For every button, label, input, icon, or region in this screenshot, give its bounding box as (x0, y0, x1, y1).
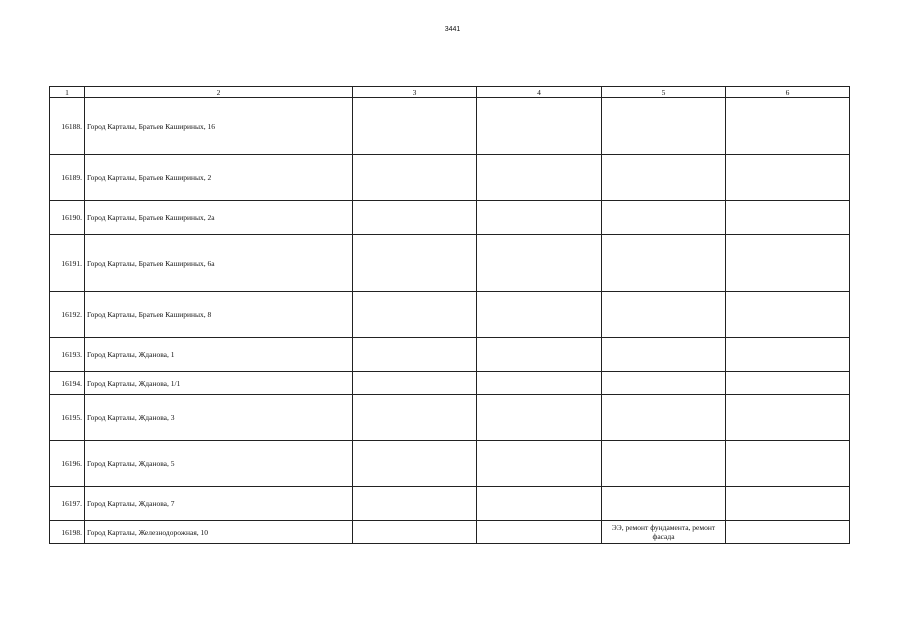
address-cell: Город Карталы, Жданова, 5 (85, 441, 353, 487)
row-number-cell: 16192. (50, 292, 85, 338)
column-6-cell (726, 155, 850, 201)
column-3-cell (353, 155, 477, 201)
column-5-cell (602, 487, 726, 521)
column-3-cell (353, 441, 477, 487)
table-row (50, 201, 850, 235)
column-4-cell (477, 441, 602, 487)
header-row (50, 87, 850, 98)
column-5-cell (602, 338, 726, 372)
column-3-cell (353, 395, 477, 441)
column-3-cell (353, 372, 477, 395)
column-5-cell (602, 372, 726, 395)
address-cell: Город Карталы, Железнодорожная, 10 (85, 521, 353, 544)
page-number: 3441 (444, 26, 461, 33)
column-header-6: 6 (726, 87, 850, 98)
column-6-cell (726, 201, 850, 235)
row-number-cell: 16191. (50, 235, 85, 292)
column-4-cell (477, 235, 602, 292)
address-cell: Город Карталы, Братьев Кашириных, 16 (85, 98, 353, 155)
address-cell: Город Карталы, Жданова, 3 (85, 395, 353, 441)
column-4-cell (477, 372, 602, 395)
table-row (50, 521, 850, 544)
column-3-cell (353, 521, 477, 544)
column-header-5: 5 (602, 87, 726, 98)
column-6-cell (726, 395, 850, 441)
column-4-cell (477, 338, 602, 372)
column-4-cell (477, 155, 602, 201)
address-cell: Город Карталы, Жданова, 1 (85, 338, 353, 372)
column-5-cell (602, 395, 726, 441)
column-3-cell (353, 487, 477, 521)
column-header-1: 1 (50, 87, 85, 98)
table-row (50, 98, 850, 155)
column-6-cell (726, 292, 850, 338)
row-number-cell: 16197. (50, 487, 85, 521)
column-5-cell: ЭЭ, ремонт фундамента, ремонт фасада (602, 521, 726, 544)
column-4-cell (477, 292, 602, 338)
register-table (49, 86, 850, 544)
column-6-cell (726, 372, 850, 395)
column-5-cell (602, 98, 726, 155)
column-6-cell (726, 487, 850, 521)
column-4-cell (477, 521, 602, 544)
column-3-cell (353, 235, 477, 292)
table-row (50, 292, 850, 338)
row-number-cell: 16193. (50, 338, 85, 372)
column-5-cell (602, 441, 726, 487)
column-3-cell (353, 292, 477, 338)
address-cell: Город Карталы, Братьев Кашириных, 8 (85, 292, 353, 338)
column-4-cell (477, 487, 602, 521)
address-cell: Город Карталы, Братьев Кашириных, 6а (85, 235, 353, 292)
row-number-cell: 16188. (50, 98, 85, 155)
column-header-3: 3 (353, 87, 477, 98)
column-4-cell (477, 98, 602, 155)
row-number-cell: 16189. (50, 155, 85, 201)
row-number-cell: 16198. (50, 521, 85, 544)
column-3-cell (353, 338, 477, 372)
address-cell: Город Карталы, Братьев Кашириных, 2а (85, 201, 353, 235)
table-row (50, 372, 850, 395)
column-5-cell (602, 155, 726, 201)
table-row (50, 235, 850, 292)
table-row (50, 155, 850, 201)
column-6-cell (726, 521, 850, 544)
column-3-cell (353, 98, 477, 155)
column-6-cell (726, 441, 850, 487)
column-4-cell (477, 395, 602, 441)
address-cell: Город Карталы, Жданова, 1/1 (85, 372, 353, 395)
column-3-cell (353, 201, 477, 235)
table-row (50, 395, 850, 441)
row-number-cell: 16195. (50, 395, 85, 441)
table-row (50, 487, 850, 521)
column-5-cell (602, 201, 726, 235)
row-number-cell: 16196. (50, 441, 85, 487)
column-5-cell (602, 235, 726, 292)
column-6-cell (726, 235, 850, 292)
column-6-cell (726, 338, 850, 372)
table-row (50, 338, 850, 372)
column-header-2: 2 (85, 87, 353, 98)
column-4-cell (477, 201, 602, 235)
row-number-cell: 16190. (50, 201, 85, 235)
row-number-cell: 16194. (50, 372, 85, 395)
column-header-4: 4 (477, 87, 602, 98)
address-cell: Город Карталы, Братьев Кашириных, 2 (85, 155, 353, 201)
address-cell: Город Карталы, Жданова, 7 (85, 487, 353, 521)
column-5-cell (602, 292, 726, 338)
column-6-cell (726, 98, 850, 155)
table-row (50, 441, 850, 487)
